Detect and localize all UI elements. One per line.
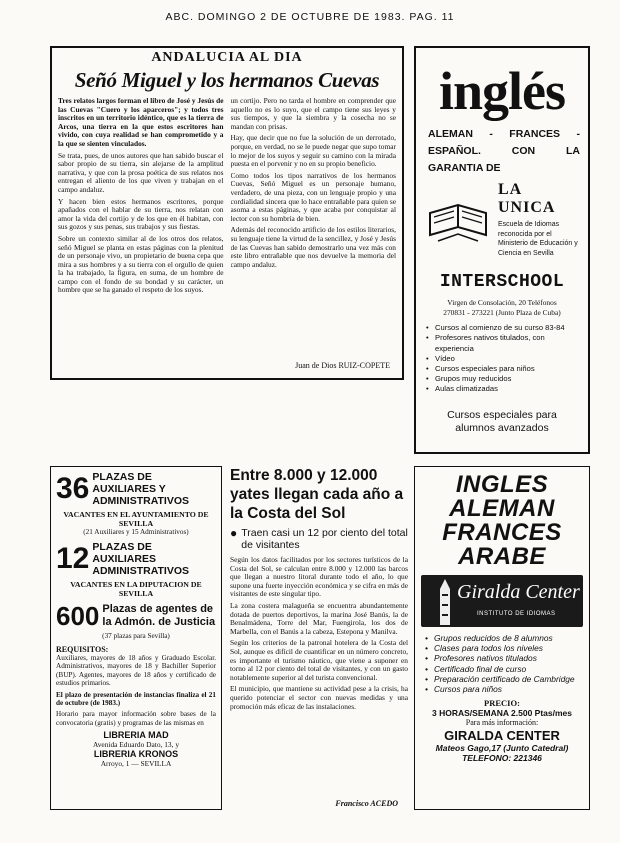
interschool-special: Cursos especiales para alumnos avanzados bbox=[447, 408, 557, 434]
plaza-title: PLAZAS DE AUXILIARES ADMINISTRATIVOS bbox=[92, 541, 190, 577]
yates-subtitle: Traen casi un 12 por ciento del total de visitantes bbox=[241, 527, 408, 551]
plaza-detail: (37 plazas para Sevilla) bbox=[102, 632, 170, 640]
giralda-languages: INGLES ALEMAN FRANCES ARABE bbox=[442, 471, 562, 570]
yates-paragraph: El municipio, que mantiene su actividad pese a la crisis, ha querido potenciar el sector con nuevas medidas y una promoción más eficaz de las instalaciones. bbox=[230, 684, 408, 711]
section-title: ANDALUCIA AL DIA bbox=[151, 50, 303, 65]
requirements-title: REQUISITOS: bbox=[56, 645, 109, 654]
feature-item: • Clases para todos los niveles bbox=[425, 643, 579, 653]
plaza-title: PLAZAS DE AUXILIARES Y ADMINISTRATIVOS bbox=[92, 471, 190, 507]
article-column-1 bbox=[58, 97, 224, 349]
bookshop-kronos-address: Arroyo, 1 — SEVILLA bbox=[100, 759, 172, 769]
plaza-item bbox=[56, 602, 216, 630]
article-paragraph: Se trata, pues, de unos autores que han sabido buscar el sabor propio de su tierra, sin alejarse de la amplitud narrativa, y que con la prosa poética de sus relatos nos entregan el aliento de los que viven y trabajan en el campo andaluz. bbox=[58, 150, 224, 194]
article-paragraph: Sobre un contexto similar al de los otros dos relatos, señó Miguel se planta en estas páginas con la plenitud de un personaje vivo, un propietario de buena cepa que mira a sus hombres y a su tierra con el orgullo de quien la ha trabajado, la figura, en suma, de un hombre de campo con el fondo de su bondad y su carácter, un hombre que se ha ganado el respeto de los suyos. bbox=[58, 233, 224, 295]
feature-item: • Grupos reducidos de 8 alumnos bbox=[425, 633, 579, 643]
article-lead: Tres relatos largos forman el libro de José y Jesús de las Cuevas "Cuero y los aparceros"; y todos tres inscritos en un territorio idéntico, que es la tierra de Arcos, una tierra en la que estos escritores han vivido, con cuya realidad se han comprometido y a la que se sienten vinculados. bbox=[58, 97, 224, 148]
school-emblem bbox=[424, 187, 494, 257]
plaza-count: 600 bbox=[56, 601, 100, 631]
plaza-item bbox=[56, 471, 216, 507]
article-paragraph: Como todos los tipos narrativos de los hermanos Cuevas, Señó Miguel es un personaje humano, verdadero, de una pieza, con un lenguaje propio y una cordialidad sincera que lo hace entrañable para quien se asoma a estas páginas, y que acaba por conquistar al lector con su hombría de bien. bbox=[230, 170, 396, 223]
ad-languages: ALEMAN - FRANCES - ESPAÑOL. CON LA GARANTIA DE bbox=[428, 128, 580, 174]
school-description: Escuela de Idiomas reconocida por el Ministerio de Educación y Ciencia en Sevilla bbox=[498, 221, 578, 257]
article-column-2 bbox=[231, 97, 397, 349]
article-byline: Juan de Dios RUIZ-COPETE bbox=[295, 361, 390, 370]
giralda-brand: Giralda Center bbox=[457, 581, 580, 603]
giralda-price: 3 HORAS/SEMANA 2.500 Ptas/mes bbox=[432, 708, 572, 719]
giralda-name: GIRALDA CENTER bbox=[444, 728, 560, 744]
interschool-address: Virgen de Consolación, 20 Teléfonos 270831 - 273221 (Junto Plaza de Cuba) bbox=[443, 298, 561, 317]
yates-article bbox=[230, 466, 408, 810]
yates-paragraph: Según los criterios de la patronal hotelera de la Costa del Sol, aunque es difícil de cuantificar en un número concreto, es importante el turismo náutico, que viene a suponer en torno al 12 por ciento del total de visitantes, y con un gasto notablemente superior al del turista convencional. bbox=[230, 638, 408, 682]
giralda-logo-banner bbox=[421, 575, 583, 627]
giralda-brand-sub: INSTITUTO DE IDIOMAS bbox=[477, 611, 556, 617]
plaza-count: 36 bbox=[56, 472, 90, 505]
feature-item: • Aulas climatizadas bbox=[426, 384, 578, 394]
yates-paragraph: La zona costera malagueña se encuentra abundantemente dotada de puertos deportivos, la marina José Banús, la de Benalmádena, Torre del Mar, Fuengirola, los dos de Marbella, con el Banús a la cabeza, Estepona y Manilva. bbox=[230, 600, 408, 636]
bullet-icon: ● bbox=[230, 526, 238, 540]
book-emblem-icon bbox=[424, 187, 494, 257]
article-paragraph: un cortijo. Pero no tarda el hombre en comprender que aquello no es lo suyo, que el campo tiene sus leyes y sus tiempos, y que la siembra y la cosecha no se mandan con prisas. bbox=[230, 97, 396, 131]
feature-item: • Certificado final de curso bbox=[425, 664, 579, 674]
requirements-text: Auxiliares, mayores de 18 años y Graduado Escolar. Administrativos, mayores de 18 y Bachiller Superior (BUP). Agentes, mayores de 18 años y certificado de estudios primarios. bbox=[56, 654, 216, 688]
feature-item: • Cursos para niños bbox=[425, 684, 579, 694]
giralda-features bbox=[415, 627, 589, 696]
ad-ingles-word: inglés bbox=[438, 61, 566, 121]
article-paragraph: Además del reconocido artificio de los estilos literarios, su lenguaje tiene la virtud de la sencillez, y José y Jesús de las Cuevas han sabido demostrarlo una vez más con este libro entrañable que nos devuelve la memoria del campo andaluz. bbox=[230, 225, 396, 269]
feature-item: • Cursos especiales para niños bbox=[426, 364, 578, 374]
bookshop-mad: LIBRERIA MAD bbox=[103, 730, 169, 741]
giralda-ad bbox=[414, 466, 590, 810]
yates-paragraph: Según los datos facilitados por los sectores turísticos de la Costa del Sol, se calculan entre 8.000 y 12.000 las barcos que llegan a nuestro litoral durante todo el año, lo que supone una fuerte inyección económica y se cifra en más de visitantes de este singular tipo. bbox=[230, 555, 408, 599]
plaza-detail: (21 Auxiliares y 15 Administrativos) bbox=[83, 528, 189, 536]
giralda-phone: TELEFONO: 221346 bbox=[462, 753, 542, 764]
andalucia-article bbox=[50, 46, 404, 380]
info-text: Horario para mayor información sobre bases de la convocatoria (gratis) y programas de las mismas en bbox=[56, 710, 216, 727]
article-title: Señó Miguel y los hermanos Cuevas bbox=[74, 68, 380, 92]
plaza-vacancy: VACANTES EN EL AYUNTAMIENTO DE SEVILLA bbox=[63, 510, 209, 528]
feature-item: • Profesores nativos titulados bbox=[425, 653, 579, 663]
giralda-price-label: PRECIO: bbox=[484, 698, 520, 709]
interschool-features bbox=[416, 321, 588, 396]
interschool-brand: INTERSCHOOL bbox=[439, 272, 565, 292]
article-paragraph: Hay, que decir que no fue la solución de un derrotado, porque, en verdad, no se le puede negar que supo tomar lo mejor de los suyos y seguir su camino con la mirada puesta en el porvenir y no en su propio beneficio. bbox=[230, 133, 396, 169]
feature-item: • Preparación certificado de Cambridge bbox=[425, 674, 579, 684]
plaza-item bbox=[56, 541, 216, 577]
plaza-count: 12 bbox=[56, 542, 90, 575]
bookshop-mad-address: Avenida Eduardo Dato, 13, y bbox=[92, 740, 180, 750]
giralda-more-info: Para más información: bbox=[465, 718, 539, 728]
feature-item: • Vídeo bbox=[426, 354, 578, 364]
yates-byline: Francisco ACEDO bbox=[335, 799, 398, 808]
bookshop-kronos: LIBRERIA KRONOS bbox=[93, 749, 179, 760]
plaza-title: Plazas de agentes de la Admón. de Justicia bbox=[102, 603, 216, 628]
article-paragraph: Y hacen bien estos hermanos escritores, porque apañados con el hablar de su tierra, nos relatan con amor la vida del cortijo y de los que en él habitan, con sus gozos y sus penas, sus trabajos y sus fiestas. bbox=[58, 196, 224, 232]
interschool-ad bbox=[414, 46, 590, 454]
yates-subtitle-wrap bbox=[230, 527, 408, 551]
deadline-text: El plazo de presentación de instancias finaliza el 21 de octubre (de 1983.) bbox=[56, 690, 216, 708]
giralda-address: Mateos Gago,17 (Junto Catedral) bbox=[435, 743, 569, 754]
yates-title: Entre 8.000 y 12.000 yates llegan cada año a la Costa del Sol bbox=[230, 467, 404, 522]
feature-item: • Cursos al comienzo de su curso 83-84 bbox=[426, 323, 578, 333]
page-header: ABC. DOMINGO 2 DE OCTUBRE DE 1983. PAG. 11 bbox=[165, 11, 455, 23]
feature-item: • Profesores nativos titulados, con experiencia bbox=[426, 333, 578, 353]
school-name: LA UNICA bbox=[498, 181, 556, 216]
plazas-ad bbox=[50, 466, 222, 810]
plaza-vacancy: VACANTES EN LA DIPUTACION DE SEVILLA bbox=[70, 580, 202, 598]
feature-item: • Grupos muy reducidos bbox=[426, 374, 578, 384]
